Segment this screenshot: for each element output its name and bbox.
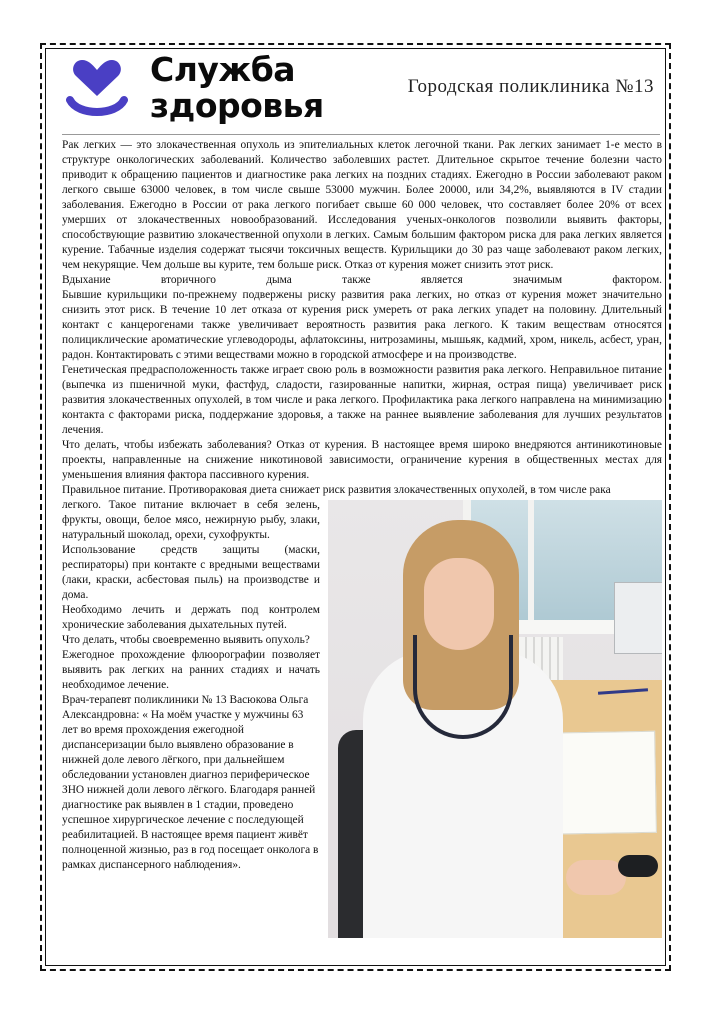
article-paragraph: Использование средств защиты (маски, респираторы) при контакте с вредными веществами (лаки, краски, асбестовая пыль) на производстве и дома. <box>62 544 320 601</box>
article-paragraph: Ежегодное прохождение флюорографии позволяет выявить рак легких на ранних стадиях и начать необходимое лечение. <box>62 649 320 691</box>
brand-logo-line1: Служба <box>150 50 296 89</box>
article-body <box>62 138 662 938</box>
header-title: Городская поликлиника №13 <box>407 76 654 97</box>
article-paragraph: Правильное питание. Противораковая диета снижает риск развития злокачественных опухолей, в том числе рака <box>62 484 611 496</box>
article-paragraph: Что делать, чтобы своевременно выявить опухоль? <box>62 634 310 646</box>
article-paragraph: Бывшие курильщики по-прежнему подвержены риску развития рака легких, но отказ от курения может значительно снизить этот риск. В течение 10 лет отказа от курения риск умереть от рака легких упадет на половину. Длительный контакт с канцерогенами также увеличивает вероятность развития рака легкого. К таким веществам относятся полициклические ароматические углеводороды, афлатоксины, нитрозамины, мышьяк, кадмий, хром, никель, асбест, уран, радон. Контактировать с этими веществами можно в городской атмосфере и на производстве. <box>62 289 662 361</box>
article-paragraph: Вдыхание вторичного дыма также является значимым фактором. <box>62 274 662 286</box>
article-paragraph: Рак легких — это злокачественная опухоль из эпителиальных клеток легочной ткани. Рак легких занимает 1-е место в структуре онкологических заболеваний. Количество заболевших растет. Длительное скрытое течение болезни часто приводит к обращению пациентов и диагностике рака легких на поздних стадиях. Ежегодно в России заболевают раком легкого свыше 63000 человек, в том числе свыше 53000 мужчин. Более 20000, или 34,2%, выявляются в IV стадии заболевания. Ежегодно в России от рака легкого погибает свыше 60 000 человек, что составляет более 20% от всех умерших от злокачественных новообразований. Исследования ученых-онкологов позволили выявить факторы, способствующие развитию злокачественной опухоли в легких. Самым большим фактором риска для рака легких является курение. Табачные изделия содержат тысячи токсичных веществ. Курильщики до 30 раз чаще заболевают раком легких, чем некурящие. Чем дольше вы курите, тем больше риск. Отказ от курения может снизить этот риск. <box>62 139 662 271</box>
article-paragraph: Необходимо лечить и держать под контролем хронические заболевания дыхательных путей. <box>62 604 320 631</box>
article-paragraph: легкого. Такое питание включает в себя зелень, фрукты, овощи, белое мясо, нежирную рыбу, злаки, натуральный шоколад, орехи, сухофрукты. <box>62 499 320 541</box>
doctor-photo <box>328 500 662 938</box>
doctor-quote: Врач-терапевт поликлиники № 13 Васюкова Ольга Александровна: « На моём участке у мужчины 63 лет во время прохождения ежегодной диспансеризации было выявлено образование в нижней доле левого лёгкого, при дальнейшем обследовании установлен диагноз периферическое ЗНО нижней доли левого лёгкого. Благодаря ранней диагностике рак выявлен в 1 стадии, проведено успешное хирургическое лечение с последующей реабилитацией. В настоящее время пациент живёт полноценной жизнью, раз в год посещает онколога в рамках диспансерного наблюдения». <box>62 694 319 871</box>
heart-smile-logo-icon <box>64 56 130 122</box>
article-paragraph: Генетическая предрасположенность также играет свою роль в возможности развития рака легкого. Неправильное питание (выпечка из пшеничной муки, фастфуд, сладости, газированные напитки, жирная, острая пища) увеличивает риск развития злокачественных опухолей, в том числе и рака легкого. Профилактика рака легкого направлена на минимизацию контакта с факторами риска, поддержание здоровья, а также на раннее выявление заболевания для лучших результатов лечения. <box>62 364 662 436</box>
brand-logo-text <box>150 52 324 124</box>
article-paragraph: Что делать, чтобы избежать заболевания? Отказ от курения. В настоящее время широко внедряются антиникотиновые проекты, направленные на снижение никотиновой зависимости, ограничение курения в общественных местах для уменьшения влияния фактора пассивного курения. <box>62 439 662 481</box>
header-divider <box>62 134 660 135</box>
brand-logo-line2: здоровья <box>150 86 324 125</box>
